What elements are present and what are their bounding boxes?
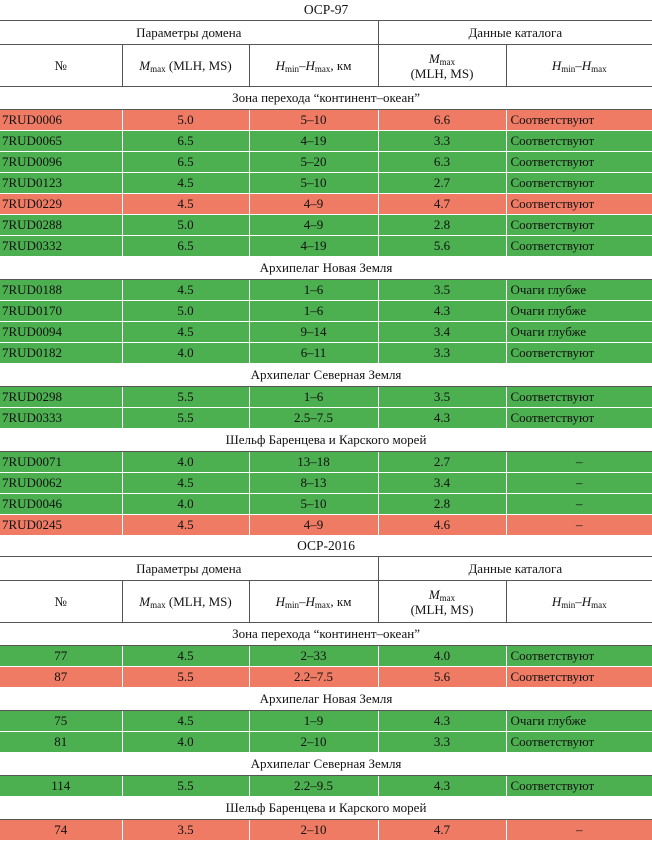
catalog-mmax-subscript: max xyxy=(439,56,456,67)
domain-depth-range: 4–19 xyxy=(249,131,378,152)
catalog-mmax: 2.8 xyxy=(378,494,506,515)
region-name: Архипелаг Северная Земля xyxy=(0,753,652,776)
mmax-symbol: M xyxy=(139,58,151,73)
domain-depth-range: 13–18 xyxy=(249,452,378,473)
domain-id: 7RUD0046 xyxy=(0,494,122,515)
domain-depth-range: 1–6 xyxy=(249,280,378,301)
domain-id: 75 xyxy=(0,711,122,732)
domain-mmax: 5.0 xyxy=(122,215,249,236)
domain-depth-range: 5–10 xyxy=(249,494,378,515)
col-header-catalog-mmax xyxy=(378,45,506,87)
catalog-mmax-units: (MLH, MS) xyxy=(410,601,474,617)
table-row xyxy=(0,452,652,473)
hmax-symbol: H xyxy=(305,58,315,73)
table-row xyxy=(0,646,652,667)
catalog-depth-match: Соответствуют xyxy=(506,131,652,152)
catalog-mmax-units: (MLH, MS) xyxy=(410,65,474,81)
domain-mmax: 3.5 xyxy=(122,820,249,841)
table-row xyxy=(0,236,652,257)
catalog-depth-match: – xyxy=(506,494,652,515)
region-name: Зона перехода “континент–океан” xyxy=(0,87,652,110)
domain-mmax: 4.0 xyxy=(122,343,249,364)
domain-depth-range: 1–6 xyxy=(249,387,378,408)
col-header-mmax xyxy=(122,581,249,623)
column-header-row xyxy=(0,45,652,87)
region-header-row xyxy=(0,753,652,776)
hmin-subscript: min xyxy=(284,64,299,74)
catalog-mmax: 4.7 xyxy=(378,820,506,841)
domain-mmax: 4.0 xyxy=(122,732,249,753)
table-row xyxy=(0,322,652,343)
catalog-depth-match: Соответствуют xyxy=(506,667,652,688)
domain-id: 7RUD0062 xyxy=(0,473,122,494)
domain-id: 7RUD0298 xyxy=(0,387,122,408)
catalog-mmax: 2.8 xyxy=(378,215,506,236)
catalog-mmax-symbol: M xyxy=(428,50,440,66)
catalog-hmin-symbol: H xyxy=(551,594,562,609)
col-header-number xyxy=(0,581,122,623)
domain-id: 87 xyxy=(0,667,122,688)
table-row xyxy=(0,408,652,429)
hmin-subscript: min xyxy=(284,600,299,610)
domain-id: 7RUD0188 xyxy=(0,280,122,301)
table-row xyxy=(0,711,652,732)
domain-depth-range: 2–33 xyxy=(249,646,378,667)
region-name: Архипелаг Новая Земля xyxy=(0,688,652,711)
catalog-hmax-symbol: H xyxy=(581,58,592,73)
catalog-depth-match: Соответствуют xyxy=(506,194,652,215)
section-title-row xyxy=(0,536,652,557)
depth-units: , км xyxy=(330,58,352,73)
domain-id: 7RUD0182 xyxy=(0,343,122,364)
catalog-mmax: 5.6 xyxy=(378,236,506,257)
table-row xyxy=(0,515,652,536)
domain-mmax: 5.0 xyxy=(122,110,249,131)
table-row xyxy=(0,776,652,797)
domain-mmax: 6.5 xyxy=(122,131,249,152)
domain-id: 7RUD0006 xyxy=(0,110,122,131)
region-name: Архипелаг Новая Земля xyxy=(0,257,652,280)
catalog-depth-match: Соответствуют xyxy=(506,646,652,667)
catalog-mmax: 4.0 xyxy=(378,646,506,667)
catalog-mmax: 5.6 xyxy=(378,667,506,688)
domain-mmax: 6.5 xyxy=(122,236,249,257)
table-row xyxy=(0,667,652,688)
hmax-subscript: max xyxy=(314,64,331,74)
domain-id: 7RUD0333 xyxy=(0,408,122,429)
domain-mmax: 4.0 xyxy=(122,494,249,515)
domain-mmax: 4.5 xyxy=(122,646,249,667)
domain-mmax: 4.5 xyxy=(122,515,249,536)
domain-id: 7RUD0332 xyxy=(0,236,122,257)
region-header-row xyxy=(0,257,652,280)
table-row xyxy=(0,110,652,131)
table-row xyxy=(0,473,652,494)
col-header-catalog-mmax xyxy=(378,581,506,623)
table-row xyxy=(0,194,652,215)
column-header-row xyxy=(0,581,652,623)
catalog-mmax: 4.3 xyxy=(378,711,506,732)
domain-depth-range: 5–20 xyxy=(249,152,378,173)
catalog-hmax-subscript: max xyxy=(591,600,607,610)
table-row xyxy=(0,301,652,322)
domain-id: 7RUD0071 xyxy=(0,452,122,473)
domain-mmax: 5.0 xyxy=(122,301,249,322)
catalog-mmax: 3.3 xyxy=(378,343,506,364)
table-row xyxy=(0,732,652,753)
catalog-mmax: 4.6 xyxy=(378,515,506,536)
mmax-units: (MLH, MS) xyxy=(168,594,232,609)
catalog-mmax: 4.3 xyxy=(378,301,506,322)
hmax-subscript: max xyxy=(314,600,331,610)
catalog-data-header: Данные каталога xyxy=(378,21,652,45)
domain-mmax: 4.5 xyxy=(122,473,249,494)
region-name: Архипелаг Северная Земля xyxy=(0,364,652,387)
depth-units: , км xyxy=(330,594,352,609)
region-header-row xyxy=(0,623,652,646)
catalog-hmin-subscript: min xyxy=(561,64,576,74)
domain-depth-range: 2.2–9.5 xyxy=(249,776,378,797)
catalog-mmax: 3.4 xyxy=(378,473,506,494)
region-header-row xyxy=(0,364,652,387)
region-header-row xyxy=(0,87,652,110)
catalog-mmax: 4.3 xyxy=(378,408,506,429)
domain-id: 7RUD0229 xyxy=(0,194,122,215)
table-row xyxy=(0,215,652,236)
domain-mmax: 4.5 xyxy=(122,280,249,301)
domain-mmax: 4.5 xyxy=(122,194,249,215)
hmin-symbol: H xyxy=(275,58,285,73)
region-name: Шельф Баренцева и Карского морей xyxy=(0,429,652,452)
group-header-row xyxy=(0,21,652,45)
domain-mmax: 5.5 xyxy=(122,667,249,688)
catalog-depth-match: Очаги глубже xyxy=(506,280,652,301)
catalog-mmax: 2.7 xyxy=(378,452,506,473)
domain-id: 81 xyxy=(0,732,122,753)
domain-id: 7RUD0123 xyxy=(0,173,122,194)
catalog-mmax: 6.6 xyxy=(378,110,506,131)
mmax-subscript: max xyxy=(150,64,166,74)
region-header-row xyxy=(0,797,652,820)
catalog-hmin-symbol: H xyxy=(551,58,562,73)
domain-depth-range: 1–6 xyxy=(249,301,378,322)
domain-params-header: Параметры домена xyxy=(0,21,378,45)
range-dash: – xyxy=(298,594,306,609)
region-name: Шельф Баренцева и Карского морей xyxy=(0,797,652,820)
catalog-mmax: 3.3 xyxy=(378,131,506,152)
domain-depth-range: 5–10 xyxy=(249,173,378,194)
mmax-subscript: max xyxy=(150,600,166,610)
catalog-depth-match: – xyxy=(506,820,652,841)
catalog-depth-match: Соответствуют xyxy=(506,215,652,236)
catalog-depth-match: Соответствуют xyxy=(506,408,652,429)
catalog-hmin-subscript: min xyxy=(561,600,576,610)
hmin-symbol: H xyxy=(275,594,285,609)
mmax-units: (MLH, MS) xyxy=(168,58,232,73)
catalog-mmax: 3.5 xyxy=(378,280,506,301)
catalog-depth-match: Соответствуют xyxy=(506,343,652,364)
domain-id: 114 xyxy=(0,776,122,797)
domain-depth-range: 5–10 xyxy=(249,110,378,131)
catalog-depth-match: Соответствуют xyxy=(506,152,652,173)
table-row xyxy=(0,152,652,173)
domain-id: 7RUD0288 xyxy=(0,215,122,236)
region-header-row xyxy=(0,429,652,452)
catalog-mmax: 3.5 xyxy=(378,387,506,408)
domain-depth-range: 2.5–7.5 xyxy=(249,408,378,429)
catalog-depth-match: Соответствуют xyxy=(506,387,652,408)
domain-depth-range: 2–10 xyxy=(249,732,378,753)
catalog-depth-match: – xyxy=(506,515,652,536)
table-row xyxy=(0,173,652,194)
domain-params-header: Параметры домена xyxy=(0,557,378,581)
table-row xyxy=(0,387,652,408)
catalog-mmax-subscript: max xyxy=(439,592,456,603)
domain-depth-range: 6–11 xyxy=(249,343,378,364)
catalog-hmax-subscript: max xyxy=(591,64,607,74)
table-row xyxy=(0,131,652,152)
catalog-mmax-symbol: M xyxy=(428,586,440,602)
domain-mmax: 5.5 xyxy=(122,387,249,408)
domain-id: 74 xyxy=(0,820,122,841)
hmax-symbol: H xyxy=(305,594,315,609)
catalog-range-dash: – xyxy=(575,594,582,609)
domain-depth-range: 1–9 xyxy=(249,711,378,732)
domain-mmax: 5.5 xyxy=(122,408,249,429)
catalog-depth-match: Очаги глубже xyxy=(506,322,652,343)
table-row xyxy=(0,820,652,841)
catalog-depth-match: Соответствуют xyxy=(506,236,652,257)
domain-depth-range: 2.2–7.5 xyxy=(249,667,378,688)
range-dash: – xyxy=(298,58,306,73)
domain-mmax: 4.0 xyxy=(122,452,249,473)
domain-mmax: 4.5 xyxy=(122,173,249,194)
domain-id: 77 xyxy=(0,646,122,667)
domain-id: 7RUD0096 xyxy=(0,152,122,173)
group-header-row xyxy=(0,557,652,581)
domain-id: 7RUD0094 xyxy=(0,322,122,343)
domain-depth-range: 4–9 xyxy=(249,194,378,215)
domain-id: 7RUD0170 xyxy=(0,301,122,322)
table-row xyxy=(0,494,652,515)
domain-mmax: 4.5 xyxy=(122,322,249,343)
domain-depth-range: 4–19 xyxy=(249,236,378,257)
catalog-range-dash: – xyxy=(575,58,582,73)
catalog-hmax-symbol: H xyxy=(581,594,592,609)
col-header-mmax xyxy=(122,45,249,87)
catalog-mmax: 6.3 xyxy=(378,152,506,173)
catalog-mmax: 4.3 xyxy=(378,776,506,797)
number-sign: № xyxy=(54,58,67,73)
table-row xyxy=(0,343,652,364)
mmax-symbol: M xyxy=(139,594,151,609)
catalog-depth-match: Соответствуют xyxy=(506,173,652,194)
domain-depth-range: 4–9 xyxy=(249,215,378,236)
col-header-depth-range xyxy=(249,45,378,87)
col-header-catalog-depth xyxy=(506,45,652,87)
domain-depth-range: 8–13 xyxy=(249,473,378,494)
region-name: Зона перехода “континент–океан” xyxy=(0,623,652,646)
section-title-row xyxy=(0,0,652,21)
section-title: ОСР-2016 xyxy=(0,536,652,557)
table-row xyxy=(0,280,652,301)
col-header-catalog-depth xyxy=(506,581,652,623)
catalog-data-header: Данные каталога xyxy=(378,557,652,581)
catalog-depth-match: – xyxy=(506,452,652,473)
domain-mmax: 6.5 xyxy=(122,152,249,173)
region-header-row xyxy=(0,688,652,711)
catalog-mmax: 3.3 xyxy=(378,732,506,753)
col-header-number xyxy=(0,45,122,87)
catalog-depth-match: Очаги глубже xyxy=(506,301,652,322)
number-sign: № xyxy=(54,594,67,609)
section-title: ОСР-97 xyxy=(0,0,652,21)
col-header-depth-range xyxy=(249,581,378,623)
catalog-depth-match: Соответствуют xyxy=(506,732,652,753)
catalog-mmax: 3.4 xyxy=(378,322,506,343)
domain-depth-range: 9–14 xyxy=(249,322,378,343)
domain-depth-range: 4–9 xyxy=(249,515,378,536)
domain-id: 7RUD0245 xyxy=(0,515,122,536)
catalog-depth-match: – xyxy=(506,473,652,494)
catalog-depth-match: Соответствуют xyxy=(506,110,652,131)
catalog-mmax: 4.7 xyxy=(378,194,506,215)
catalog-depth-match: Соответствуют xyxy=(506,776,652,797)
catalog-mmax: 2.7 xyxy=(378,173,506,194)
domain-mmax: 5.5 xyxy=(122,776,249,797)
domain-mmax: 4.5 xyxy=(122,711,249,732)
domain-id: 7RUD0065 xyxy=(0,131,122,152)
domain-depth-range: 2–10 xyxy=(249,820,378,841)
catalog-depth-match: Очаги глубже xyxy=(506,711,652,732)
